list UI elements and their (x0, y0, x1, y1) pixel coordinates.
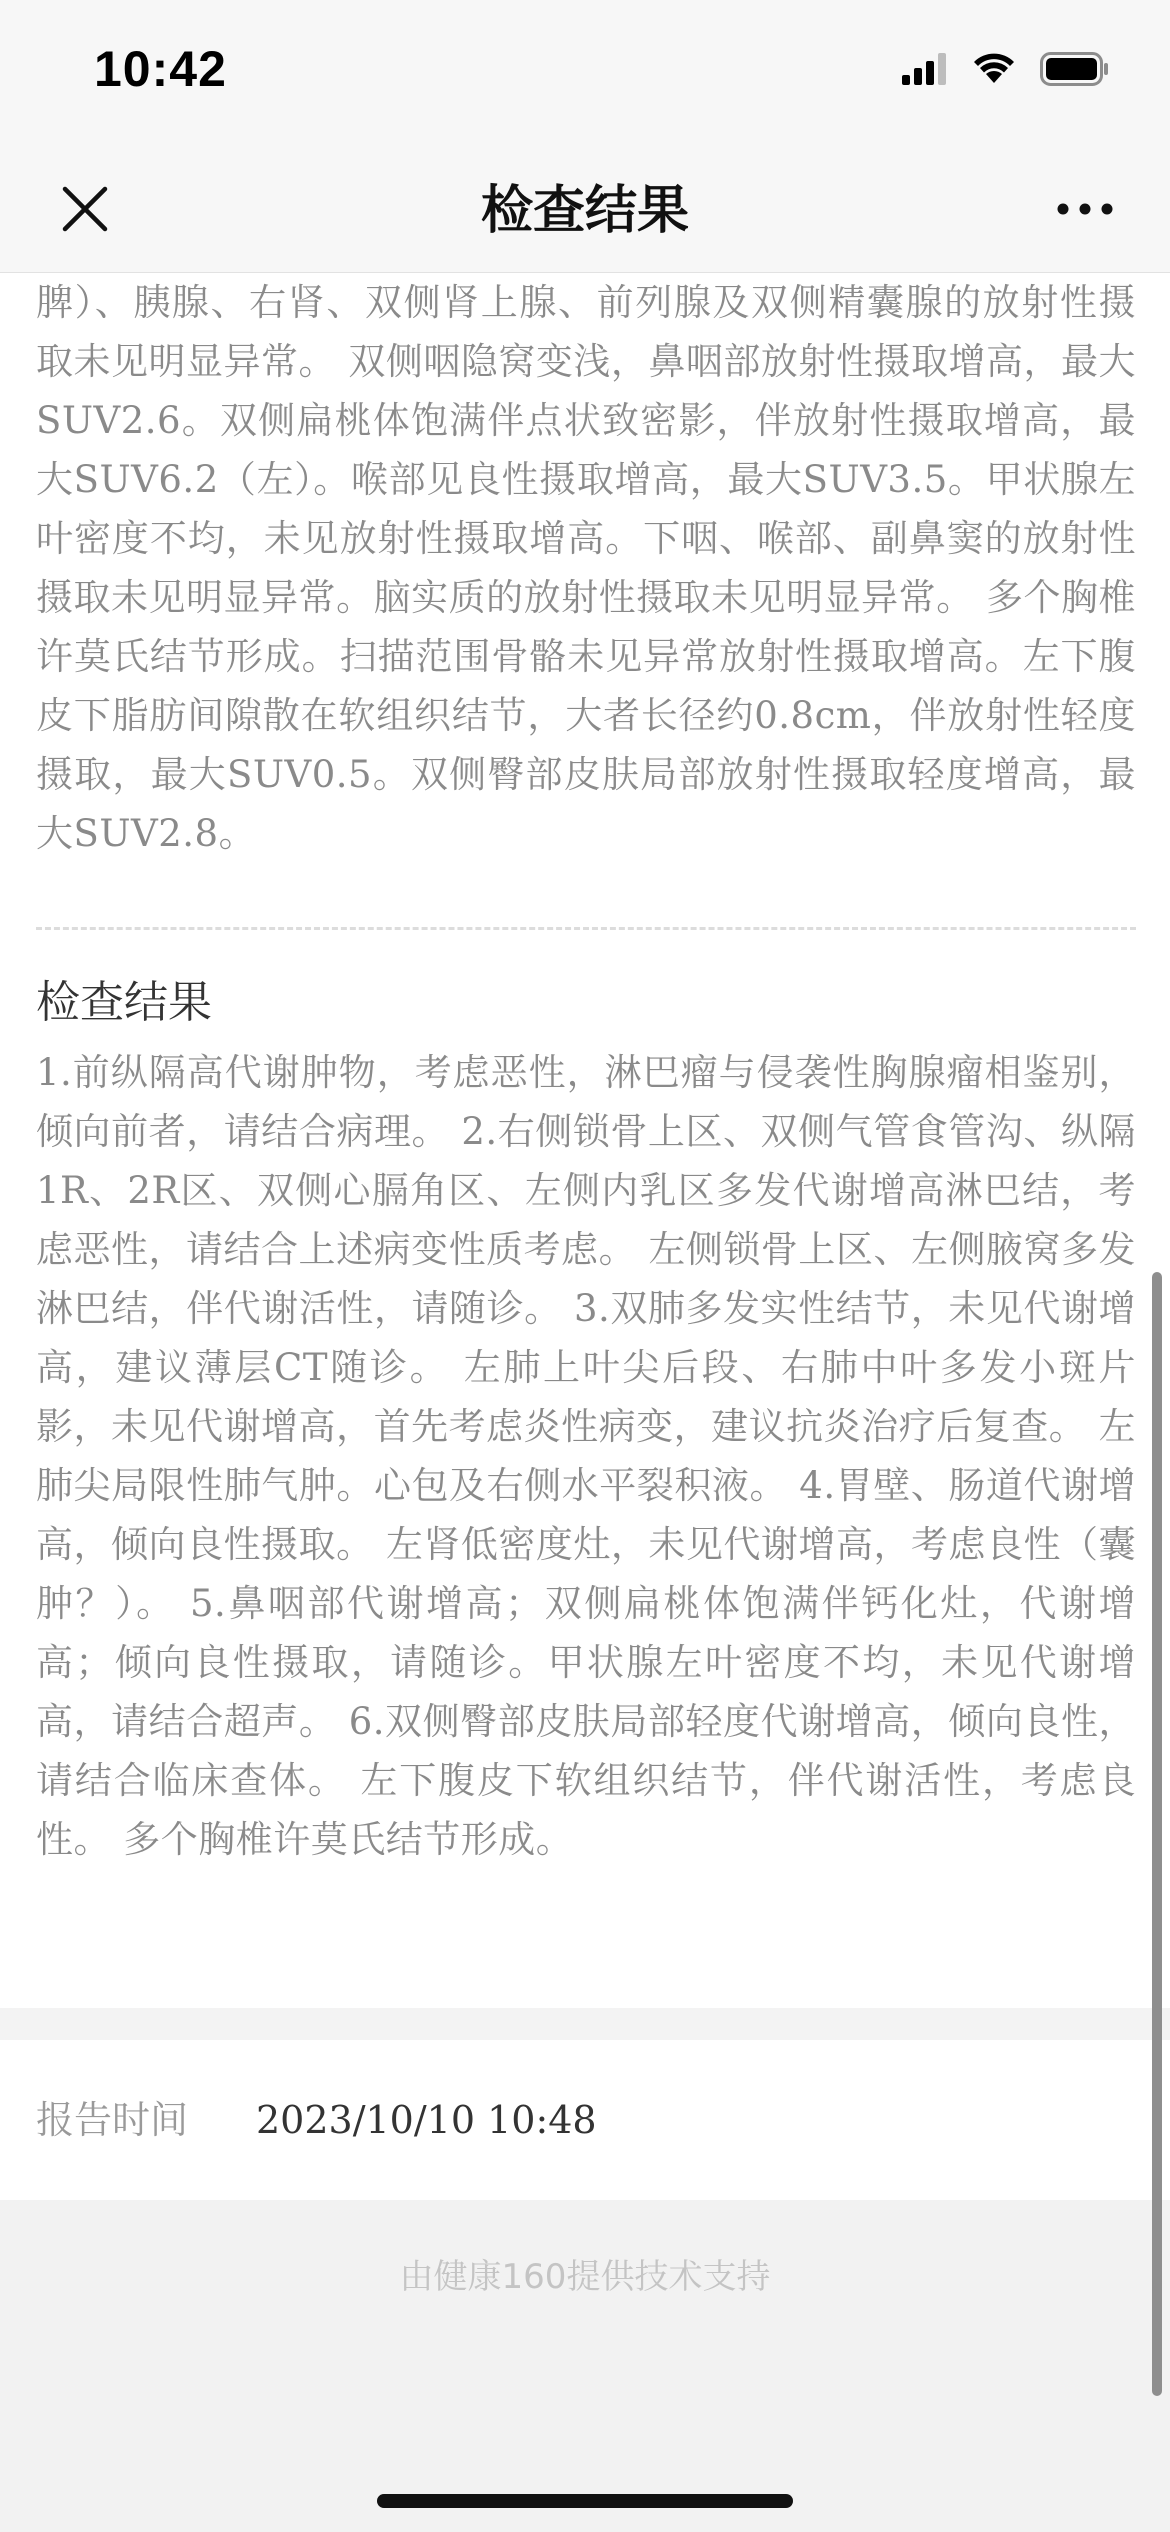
status-icons (902, 52, 1110, 90)
home-indicator[interactable] (377, 2494, 793, 2508)
report-time-value: 2023/10/10 10:48 (256, 2098, 597, 2142)
report-content[interactable] (0, 273, 1170, 2008)
nav-bar (0, 150, 1170, 273)
findings-text: 脾）、胰腺、右肾、双侧肾上腺、前列腺及双侧精囊腺的放射性摄取未见明显异常。 双侧咽隐窝变浅，鼻咽部放射性摄取增高，最大SUV2.6。双侧扁桃体饱满伴点状致密影，伴放射性摄取增高，最大SUV6.2（左）。喉部见良性摄取增高，最大SUV3.5。甲状腺左叶密度不均，未见放射性摄取增高。下咽、喉部、副鼻窦的放射性摄取未见明显异常。脑实质的放射性摄取未见明显异常。 多个胸椎许莫氏结节形成。扫描范围骨骼未见异常放射性摄取增高。左下腹皮下脂肪间隙散在软组织结节，大者长径约0.8cm，伴放射性轻度摄取，最大SUV0.5。双侧臀部皮肤局部放射性摄取轻度增高，最大SUV2.8。 (36, 281, 1136, 855)
result-heading: 检查结果 (36, 977, 212, 1028)
footer (0, 2200, 1170, 2532)
close-button[interactable] (50, 176, 120, 246)
status-time: 10:42 (94, 41, 227, 97)
section-divider (36, 927, 1136, 930)
report-time-row (0, 2040, 1170, 2200)
result-text: 1.前纵隔高代谢肿物，考虑恶性，淋巴瘤与侵袭性胸腺瘤相鉴别，倾向前者，请结合病理。 2.右侧锁骨上区、双侧气管食管沟、纵隔1R、2R区、双侧心膈角区、左侧内乳区多发代谢增高淋巴结，考虑恶性，请结合上述病变性质考虑。 左侧锁骨上区、左侧腋窝多发淋巴结，伴代谢活性，请随诊。 3.双肺多发实性结节，未见代谢增高，建议薄层CT随诊。 左肺上叶尖后段、右肺中叶多发小斑片影，未见代谢增高，首先考虑炎性病变，建议抗炎治疗后复查。 左肺尖局限性肺气肿。心包及右侧水平裂积液。 4.胃壁、肠道代谢增高，倾向良性摄取。 左肾低密度灶，未见代谢增高，考虑良性（囊肿？）。 5.鼻咽部代谢增高；双侧扁桃体饱满伴钙化灶，代谢增高；倾向良性摄取，请随诊。甲状腺左叶密度不均，未见代谢增高，请结合超声。 6.双侧臀部皮肤局部轻度代谢增高，倾向良性，请结合临床查体。 左下腹皮下软组织结节，伴代谢活性，考虑良性。 多个胸椎许莫氏结节形成。 (36, 1051, 1136, 1861)
section-gap (0, 2008, 1170, 2040)
wifi-icon (972, 53, 1016, 89)
battery-icon (1040, 52, 1110, 90)
more-button[interactable] (1050, 176, 1120, 246)
page-title: 检查结果 (480, 181, 689, 241)
status-bar (0, 0, 1170, 150)
cellular-signal-icon (902, 53, 948, 89)
report-time-label: 报告时间 (36, 2098, 189, 2142)
more-icon (1055, 201, 1115, 221)
scrollbar[interactable] (1152, 1272, 1162, 2396)
footer-text: 由健康160提供技术支持 (399, 2257, 771, 2297)
close-icon (60, 184, 110, 238)
